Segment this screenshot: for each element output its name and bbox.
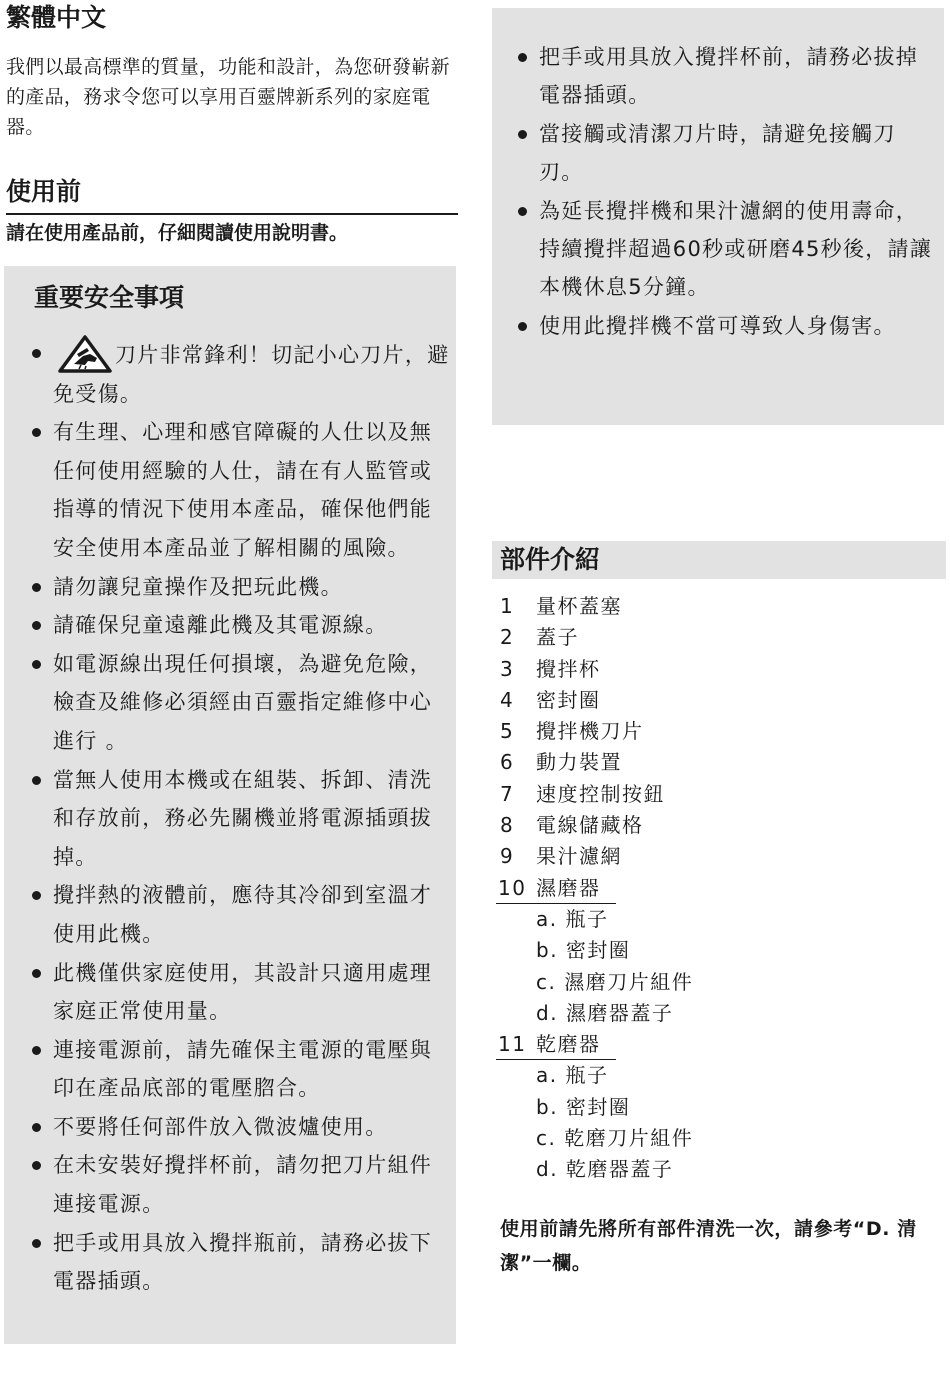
- intro-paragraph: 我們以最高標準的質量，功能和設計，為您研發嶄新的產品，務求令您可以享用百靈牌新系列的家庭電器。: [6, 56, 450, 138]
- part-number: 1: [500, 594, 515, 618]
- part-number: 4: [500, 687, 515, 712]
- sub-part-item: a. 瓶子: [536, 906, 609, 931]
- list-item: 把手或用具放入攪拌杯前，請務必拔掉電器插頭。: [516, 38, 940, 115]
- part-group-dry-grinder: [496, 1029, 616, 1060]
- part-number: 6: [500, 750, 515, 775]
- part-item: [496, 654, 936, 685]
- blade-hand-warning-icon: [57, 334, 113, 374]
- list-item: 請確保兒童遠離此機及其電源線。: [30, 606, 450, 645]
- parts-list: [496, 591, 936, 1186]
- part-name: 果汁濾網: [536, 844, 622, 869]
- part-number: 5: [500, 719, 515, 744]
- parts-header: [492, 541, 946, 579]
- part-name: 蓋子: [536, 625, 579, 650]
- list-item: 在未安裝好攪拌杯前，請勿把刀片組件連接電源。: [30, 1146, 450, 1223]
- part-group-wet-grinder: [496, 873, 616, 904]
- list-item: 連接電源前，請先確保主電源的電壓與印在產品底部的電壓脗合。: [30, 1031, 450, 1108]
- safety-panel: [4, 266, 456, 1344]
- safety-panel-continued: [492, 8, 944, 425]
- list-item: 攪拌熱的液體前，應待其冷卻到室溫才使用此機。: [30, 876, 450, 953]
- part-item: [496, 779, 936, 810]
- sub-part-item: b. 密封圈: [536, 938, 631, 963]
- list-item: 使用此攪拌機不當可導致人身傷害。: [516, 307, 940, 345]
- part-name: 電線儲藏格: [536, 813, 644, 838]
- part-name: 濕磨器: [536, 875, 601, 900]
- before-use-heading: 使用前: [6, 177, 82, 206]
- part-name: 密封圈: [536, 687, 601, 712]
- list-item: 把手或用具放入攪拌瓶前，請務必拔下電器插頭。: [30, 1224, 450, 1301]
- part-number: 3: [500, 656, 515, 681]
- part-number: 10: [498, 875, 527, 900]
- sub-part-item: d. 乾磨器蓋子: [536, 1157, 674, 1182]
- part-item: [496, 716, 936, 747]
- part-name: 量杯蓋塞: [536, 594, 622, 618]
- safety-list-continued: [516, 38, 940, 345]
- list-item: 有生理、心理和感官障礙的人仕以及無任何使用經驗的人仕，請在有人監管或指導的情況下使用本產品，確保他們能安全使用本產品並了解相關的風險。: [30, 413, 450, 567]
- warning-text: 刀片非常鋒利！切記小心刀片，避免受傷。: [53, 343, 450, 406]
- list-item: 為延長攪拌機和果汁濾網的使用壽命，持續攪拌超過60秒或研磨45秒後，請讓本機休息5分鐘。: [516, 192, 940, 307]
- parts-title: 部件介紹: [500, 545, 601, 574]
- list-item: 請勿讓兒童操作及把玩此機。: [30, 568, 450, 607]
- sub-part-item: c. 濕磨刀片組件: [536, 969, 694, 994]
- part-number: 7: [500, 781, 515, 806]
- part-item: [496, 747, 936, 778]
- part-item: [496, 591, 936, 622]
- part-number: 2: [500, 625, 515, 650]
- safety-title: 重要安全事項: [34, 283, 185, 312]
- list-item: 不要將任何部件放入微波爐使用。: [30, 1108, 450, 1147]
- list-item: [30, 334, 450, 413]
- safety-list: [30, 334, 450, 1301]
- sub-part-item: d. 濕磨器蓋子: [536, 1000, 674, 1025]
- read-instructions-note: 請在使用產品前，仔細閱讀使用說明書。: [6, 222, 349, 244]
- part-number: 8: [500, 813, 515, 838]
- list-item: 當接觸或清潔刀片時，請避免接觸刀刃。: [516, 115, 940, 192]
- part-item: [496, 685, 936, 716]
- section-divider: [6, 213, 458, 215]
- part-name: 動力裝置: [536, 750, 622, 775]
- part-number: 11: [498, 1032, 527, 1057]
- cleaning-reference-note: 使用前請先將所有部件清洗一次，請參考“D. 清潔”一欄。: [500, 1218, 917, 1274]
- sub-part-item: a. 瓶子: [536, 1063, 609, 1088]
- part-item: [496, 841, 936, 872]
- part-name: 攪拌杯: [536, 656, 601, 681]
- sub-part-item: c. 乾磨刀片組件: [536, 1126, 694, 1151]
- part-number: 9: [500, 844, 515, 869]
- sub-part-item: b. 密封圈: [536, 1094, 631, 1119]
- language-title: 繁體中文: [6, 3, 107, 32]
- part-name: 乾磨器: [536, 1032, 601, 1057]
- list-item: 此機僅供家庭使用，其設計只適用處理家庭正常使用量。: [30, 954, 450, 1031]
- list-item: 如電源線出現任何損壞，為避免危險，檢查及維修必須經由百靈指定維修中心進行 。: [30, 645, 450, 761]
- part-item: [496, 622, 936, 653]
- list-item: 當無人使用本機或在組裝、拆卸、清洗和存放前，務必先關機並將電源插頭拔掉。: [30, 761, 450, 877]
- part-item: [496, 810, 936, 841]
- part-name: 速度控制按鈕: [536, 781, 665, 806]
- part-name: 攪拌機刀片: [536, 719, 644, 744]
